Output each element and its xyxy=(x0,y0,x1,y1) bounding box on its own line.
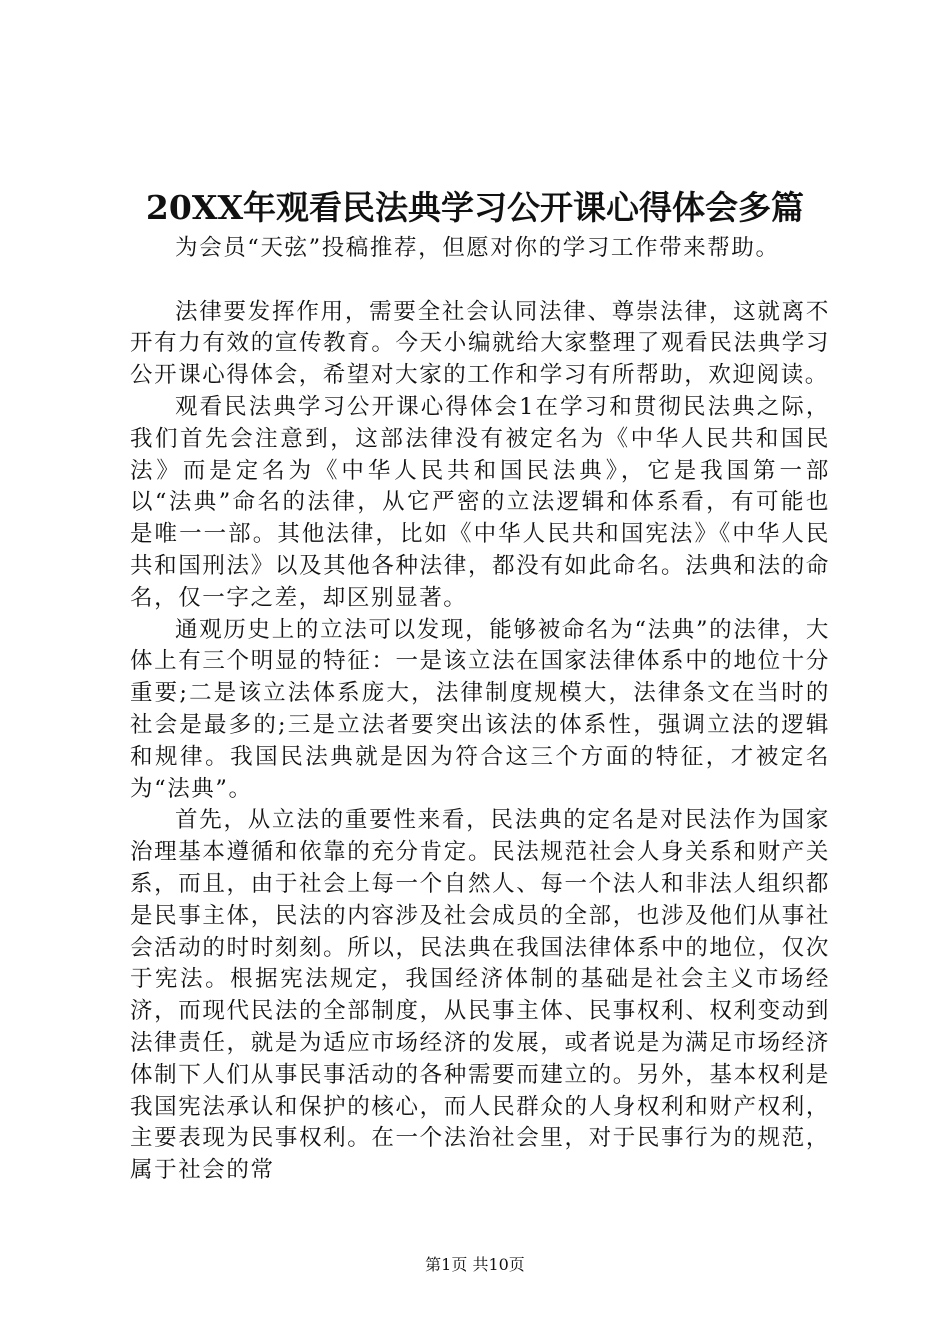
body-paragraph-2: 观看民法典学习公开课心得体会1在学习和贯彻民法典之际，我们首先会注意到，这部法律没有被定名为《中华人民共和国民法》而是定名为《中华人民共和国民法典》，它是我国第一部以“法典”命名的法律，从它严密的立法逻辑和体系看，有可能也是唯一一部。其他法律，比如《中华人民共和国宪法》《中华人民共和国刑法》以及其他各种法律，都没有如此命名。法典和法的命名，仅一字之差，却区别显著。 xyxy=(130,393,830,611)
intro-paragraph: 为会员“天弦”投稿推荐，但愿对你的学习工作带来帮助。 xyxy=(175,235,780,261)
body-paragraph-3: 通观历史上的立法可以发现，能够被命名为“法典”的法律，大体上有三个明显的特征：一是该立法在国家法律体系中的地位十分重要;二是该立法体系庞大，法律制度规模大，法律条文在当时的社会是最多的;三是立法者要突出该法的体系性，强调立法的逻辑和规律。我国民法典就是因为符合这三个方面的特征，才被定名为“法典”。 xyxy=(130,616,830,802)
body-paragraph-1: 法律要发挥作用，需要全社会认同法律、尊崇法律，这就离不开有力有效的宣传教育。今天小编就给大家整理了观看民法典学习公开课心得体会，希望对大家的工作和学习有所帮助，欢迎阅读。 xyxy=(130,298,830,389)
body-paragraph-4: 首先，从立法的重要性来看，民法典的定名是对民法作为国家治理基本遵循和依靠的充分肯定。民法规范社会人身关系和财产关系，而且，由于社会上每一个自然人、每一个法人和非法人组织都是民事主体，民法的内容涉及社会成员的全部，也涉及他们从事社会活动的时时刻刻。所以，民法典在我国法律体系中的地位，仅次于宪法。根据宪法规定，我国经济体制的基础是社会主义市场经济，而现代民法的全部制度，从民事主体、民事权利、权利变动到法律责任，就是为适应市场经济的发展，或者说是为满足市场经济体制下人们从事民事活动的各种需要而建立的。另外，基本权利是我国宪法承认和保护的核心，而人民群众的人身权利和财产权利，主要表现为民事权利。在一个法治社会里，对于民事行为的规范，属于社会的常 xyxy=(130,807,830,1184)
document-body xyxy=(130,233,830,1187)
document-title: 20XX年观看民法典学习公开课心得体会多篇 xyxy=(145,188,805,227)
page-footer: 第1页 共10页 xyxy=(425,1255,525,1274)
